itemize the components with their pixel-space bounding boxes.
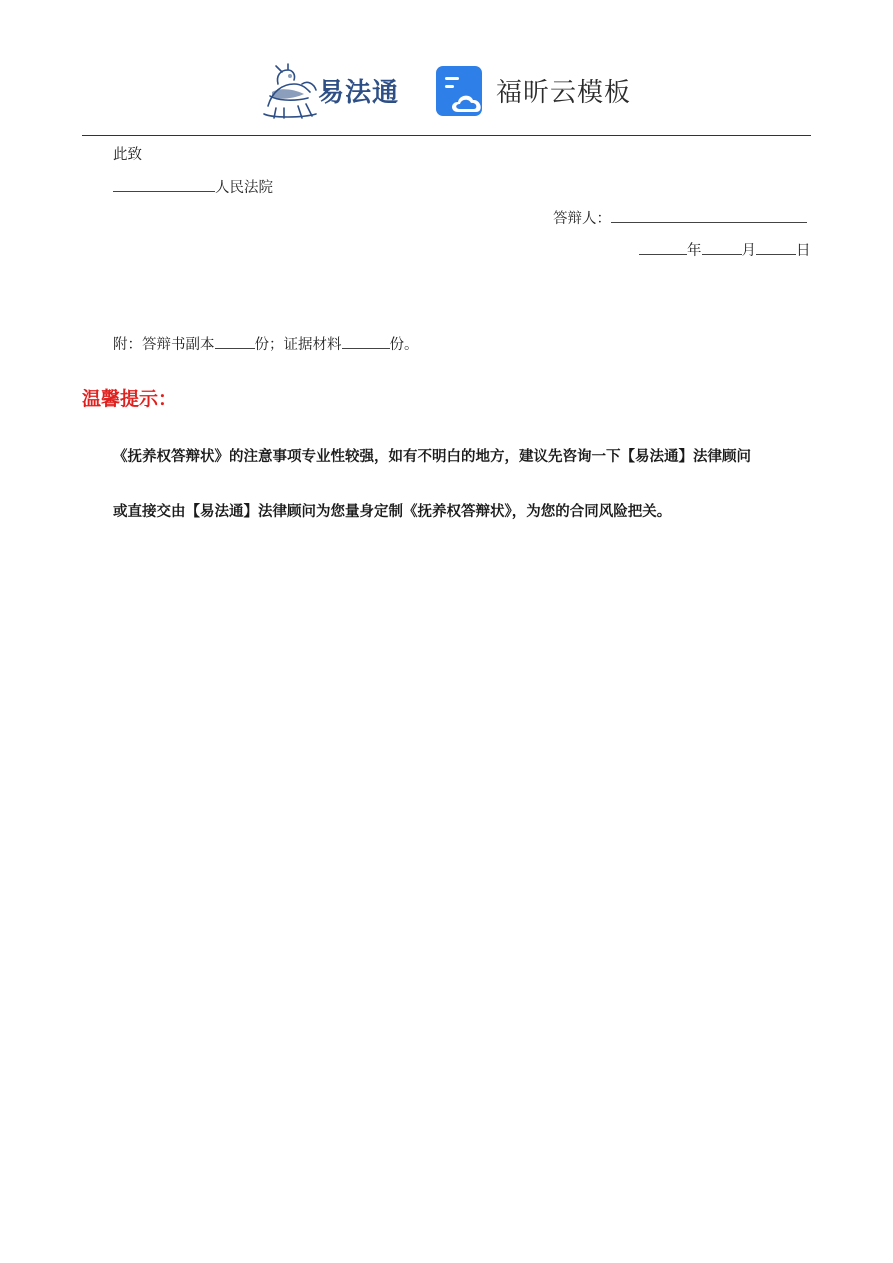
copies-blank: [215, 334, 255, 349]
respondent-line: [553, 208, 807, 228]
salutation: 此致: [113, 147, 142, 163]
attachment-line: [113, 334, 419, 354]
attachment-prefix: 附：答辩书副本: [113, 337, 215, 353]
tips-line-2: 或直接交由【易法通】法律顾问为您量身定制《抚养权答辩状》，为您的合同风险把关。: [113, 503, 672, 520]
year-blank: [639, 240, 687, 255]
year-label: 年: [687, 243, 702, 259]
day-label: 日: [796, 243, 811, 259]
day-blank: [756, 240, 796, 255]
page-header: [0, 58, 893, 126]
month-label: 月: [741, 243, 756, 259]
yifatong-brand-name: 易法通: [318, 78, 400, 108]
respondent-label: 答辩人：: [553, 211, 611, 227]
attachment-unit2: 份。: [389, 337, 419, 353]
tips-line-1: 《抚养权答辩状》的注意事项专业性较强，如有不明白的地方，建议先咨询一下【易法通】法律顾问: [113, 448, 751, 465]
date-line: [639, 240, 811, 260]
court-line: [113, 177, 273, 197]
court-name-blank: [113, 177, 215, 192]
court-suffix: 人民法院: [215, 180, 273, 196]
fuxin-brand-name: 福昕云模板: [496, 78, 632, 108]
header-divider: [82, 135, 811, 136]
fuxin-cloud-icon: [436, 66, 488, 118]
respondent-blank: [611, 208, 807, 223]
tips-title: 温馨提示：: [82, 388, 178, 410]
attachment-unit1: 份；证据材料: [254, 337, 342, 353]
evidence-blank: [342, 334, 390, 349]
month-blank: [702, 240, 742, 255]
